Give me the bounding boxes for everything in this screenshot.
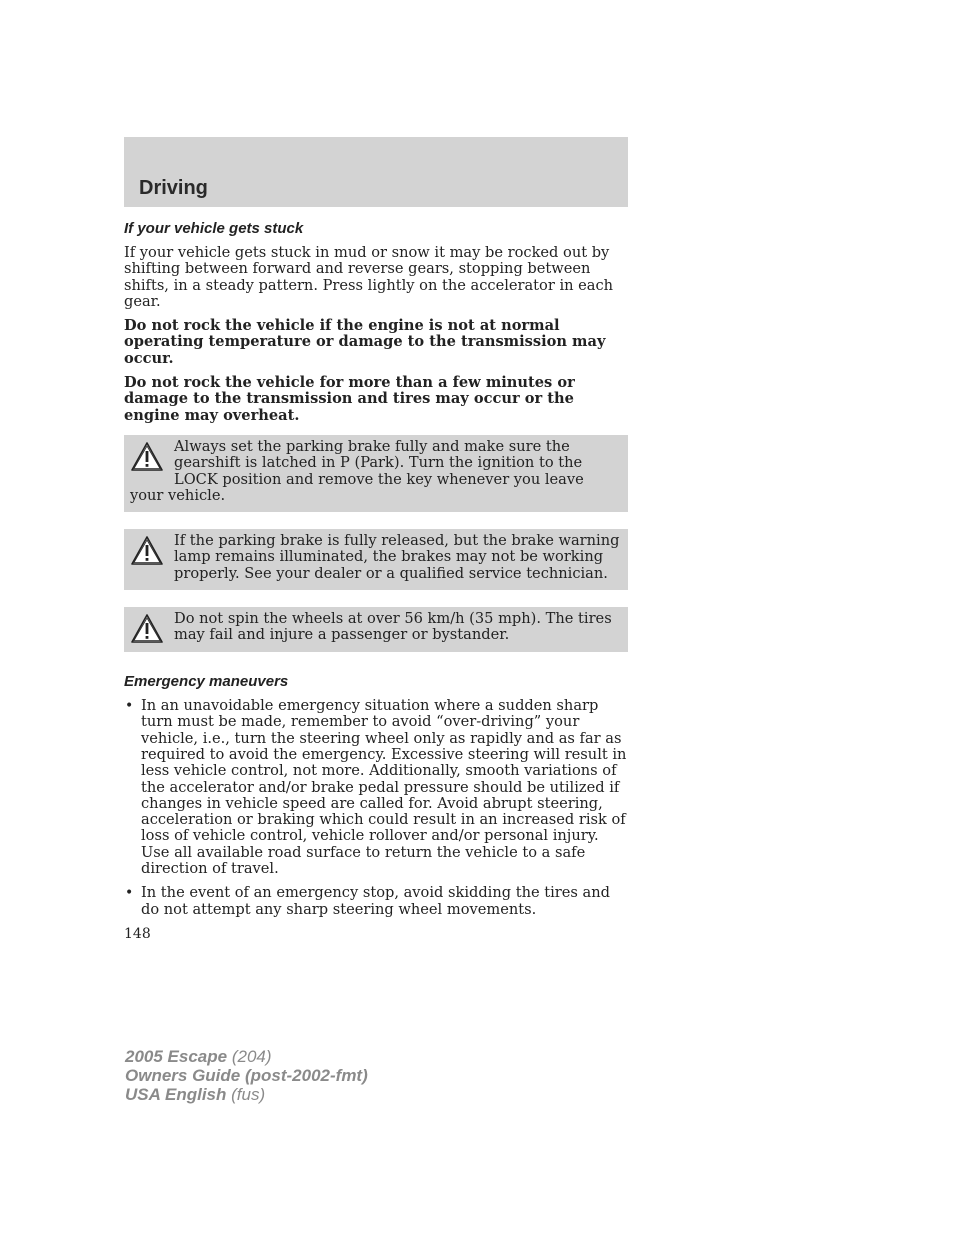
- warning-triangle-icon: [130, 535, 164, 567]
- page-number: 148: [124, 926, 151, 942]
- warning-text: Do not spin the wheels at over 56 km/h (35 mph). The tires may fail and injure a passenger or bystander.: [174, 610, 612, 644]
- warning-box-brake-lamp: [124, 529, 628, 590]
- warning-triangle-icon: [130, 441, 164, 473]
- footer-line-3: [125, 1085, 368, 1104]
- list-item: [124, 885, 628, 918]
- bullet-icon: •: [125, 885, 134, 902]
- bullet-icon: •: [125, 698, 134, 715]
- warning-triangle-icon: [130, 613, 164, 645]
- warning-box-wheel-spin: [124, 607, 628, 652]
- list-item: [124, 698, 628, 877]
- page-content: [124, 220, 628, 926]
- emergency-list: [124, 698, 628, 918]
- stuck-intro: If your vehicle gets stuck in mud or snow it may be rocked out by shifting between forward and reverse gears, stopping between shifts, in a steady pattern. Press lightly on the accelerator in each gear.: [124, 244, 614, 310]
- warning-text: Always set the parking brake fully and make sure the gearshift is latched in P (Park). Turn the ignition to the LOCK position and remove the key whenever you leave your vehicle.: [130, 437, 584, 504]
- list-item-text: In the event of an emergency stop, avoid skidding the tires and do not attempt any sharp steering wheel movements.: [141, 884, 610, 918]
- footer-language-code: (fus): [231, 1085, 266, 1104]
- footer-guide: Owners Guide (post-2002-fmt): [125, 1066, 368, 1085]
- footer-line-2: [125, 1066, 368, 1085]
- warning-box-parking: [124, 435, 628, 512]
- list-item-text: In an unavoidable emergency situation where a sudden sharp turn must be made, remember to avoid “over-driving” your vehicle, i.e., turn the steering wheel only as rapidly and as far as required to avoid the emergency. Excessive steering will result in less vehicle control, not more. Additionally, smooth variations of the accelerator and/or brake pedal pressure should be utilized if changes in vehicle speed are called for. Avoid abrupt steering, acceleration or braking which could result in an increased risk of loss of vehicle control, vehicle rollover and/or personal injury. Use all available road surface to return the vehicle to a safe direction of travel.: [141, 697, 627, 878]
- section-header-band: [124, 137, 628, 207]
- warning-text: If the parking brake is fully released, but the brake warning lamp remains illuminated, the brakes may not be working properly. See your dealer or a qualified service technician.: [174, 532, 620, 582]
- section-title: Driving: [139, 177, 208, 199]
- footer-line-1: [125, 1047, 368, 1066]
- document-footer: [125, 1047, 368, 1104]
- stuck-caution-2: Do not rock the vehicle for more than a few minutes or damage to the transmission and tires may occur or the engine may overheat.: [124, 374, 575, 424]
- stuck-heading: If your vehicle gets stuck: [124, 220, 304, 237]
- footer-model: 2005 Escape: [125, 1047, 228, 1066]
- emergency-heading: Emergency maneuvers: [124, 673, 289, 691]
- footer-model-code: (204): [231, 1047, 272, 1066]
- footer-language: USA English: [125, 1085, 227, 1104]
- stuck-caution-1: Do not rock the vehicle if the engine is not at normal operating temperature or damage to the transmission may occur.: [124, 317, 606, 367]
